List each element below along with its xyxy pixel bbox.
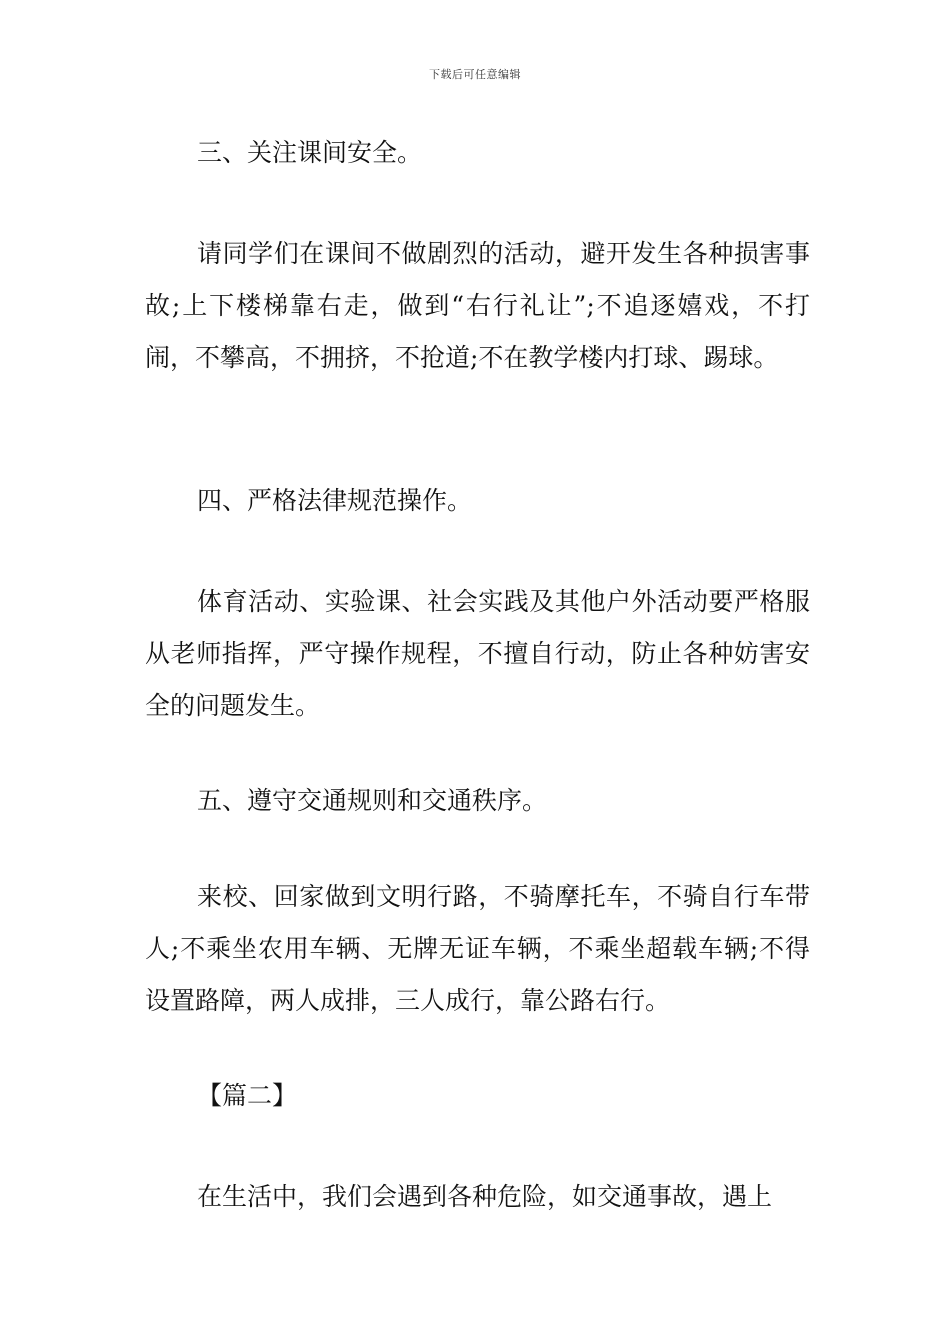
- part-2-heading: 【篇二】: [197, 1081, 298, 1110]
- part-2-paragraph: 在生活中，我们会遇到各种危险，如交通事故，遇上: [197, 1182, 773, 1211]
- page-header: 下载后可任意编辑: [429, 68, 521, 81]
- section-3-heading: 三、关注课间安全。: [197, 138, 423, 167]
- section-5-paragraph: 来校、回家做到文明行路，不骑摩托车，不骑自行车带人;不乘坐农用车辆、无牌无证车辆，不乘坐超载车辆;不得设置路障，两人成排，三人成行，靠公路右行。: [145, 882, 810, 1015]
- section-3-paragraph: 请同学们在课间不做剧烈的活动，避开发生各种损害事故;上下楼梯靠右走，做到“右行礼让”;不追逐嬉戏，不打闹，不攀高，不拥挤，不抢道;不在教学楼内打球、踢球。: [145, 239, 810, 372]
- section-4-paragraph: 体育活动、实验课、社会实践及其他户外活动要严格服从老师指挥，严守操作规程，不擅自行动，防止各种妨害安全的问题发生。: [145, 587, 810, 720]
- section-5-heading: 五、遵守交通规则和交通秩序。: [197, 786, 548, 815]
- section-4-heading: 四、严格法律规范操作。: [197, 486, 473, 515]
